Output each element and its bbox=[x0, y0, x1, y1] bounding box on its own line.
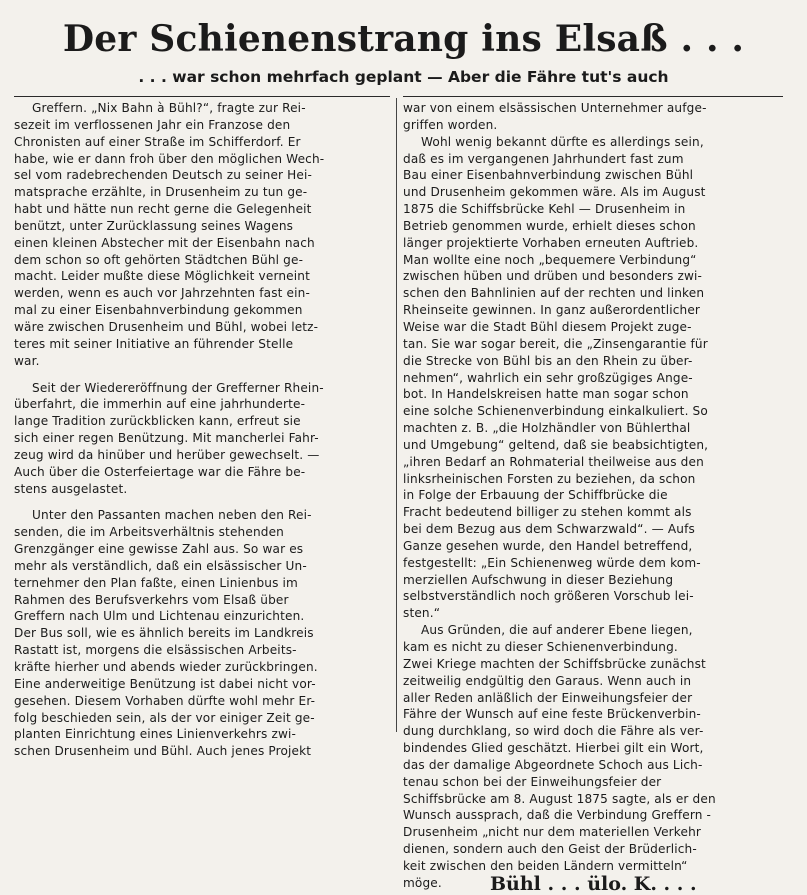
text-line: nehmen“, wahrlich ein sehr großzügiges Ange- bbox=[403, 370, 693, 385]
text-line: sich einer regen Benützung. Mit mancherlei Fahr- bbox=[14, 431, 319, 446]
text-line: tan. Sie war sogar bereit, die „Zinsengarantie für bbox=[403, 336, 708, 351]
text-line: Unter den Passanten machen neben den Rei- bbox=[32, 508, 312, 523]
text-line: Rheinseite gewinnen. In ganz außerordentlicher bbox=[403, 303, 701, 318]
text-line: möge. bbox=[403, 875, 442, 890]
right-column-rule bbox=[403, 96, 783, 97]
text-line: „ihren Bedarf an Rohmaterial theilweise aus den bbox=[403, 454, 704, 469]
text-line: eine solche Schienenverbindung einkalkuliert. So bbox=[403, 404, 708, 419]
text-line: Seit der Wiedereröffnung der Grefferner Rhein- bbox=[32, 380, 324, 395]
text-line: Chronisten auf einer Straße im Schifferdorf. Er bbox=[14, 134, 301, 149]
paragraph bbox=[14, 507, 390, 760]
text-line: folg beschieden sein, als der vor einiger Zeit ge- bbox=[14, 710, 315, 725]
text-line: Wohl wenig bekannt dürfte es allerdings sein, bbox=[421, 134, 704, 149]
text-line: Schiffsbrücke am 8. August 1875 sagte, als er den bbox=[403, 791, 716, 806]
text-line: festgestellt: „Ein Schienenweg würde dem kom- bbox=[403, 555, 701, 570]
text-line: bot. In Handelskreisen hatte man sogar schon bbox=[403, 387, 689, 402]
text-line: Zwei Kriege machten der Schiffsbrücke zunächst bbox=[403, 656, 706, 671]
text-line: länger projektierte Vorhaben erneuten Auftrieb. bbox=[403, 235, 699, 250]
text-line: habt und hätte nun recht gerne die Gelegenheit bbox=[14, 202, 312, 217]
text-line: macht. Leider mußte diese Möglichkeit verneint bbox=[14, 269, 310, 284]
text-line: Greffern nach Ulm und Lichtenau einzurichten. bbox=[14, 609, 305, 624]
text-line: Rahmen des Berufsverkehrs vom Elsaß über bbox=[14, 592, 289, 607]
text-line: kam es nicht zu dieser Schienenverbindung. bbox=[403, 640, 678, 654]
text-line: Greffern. „Nix Bahn à Bühl?“, fragte zur Rei- bbox=[32, 101, 306, 115]
text-line: Betrieb genommen wurde, erhielt dieses schon bbox=[403, 218, 696, 233]
next-article-headline-fragment: Bühl . . . ülo. K. . . . bbox=[490, 873, 697, 895]
text-line: griffen worden. bbox=[403, 117, 498, 132]
text-line: benützt, unter Zurücklassung seines Wagens bbox=[14, 218, 294, 233]
text-line: Ganze gesehen wurde, den Handel betreffend, bbox=[403, 538, 693, 553]
text-line: mehr als verständlich, daß ein elsässischer Un- bbox=[14, 558, 307, 573]
text-line: Grenzgänger eine gewisse Zahl aus. So war es bbox=[14, 542, 304, 557]
left-column bbox=[14, 100, 390, 760]
paragraph bbox=[14, 380, 390, 498]
text-line: planten Einrichtung eines Linienverkehrs zwi- bbox=[14, 727, 297, 742]
text-line: zwischen hüben und drüben und besonders zwi- bbox=[403, 269, 703, 284]
column-divider bbox=[396, 98, 397, 732]
text-line: Wunsch aussprach, daß die Verbindung Greffern - bbox=[403, 808, 712, 823]
text-line: Fähre der Wunsch auf eine feste Brückenverbin- bbox=[403, 707, 701, 722]
text-line: zeitweilig endgültig den Garaus. Wenn auch in bbox=[403, 673, 692, 688]
text-line: aller Reden anläßlich der Einweihungsfeier der bbox=[403, 690, 693, 705]
text-line: 1875 die Schiffsbrücke Kehl — Drusenheim in bbox=[403, 202, 686, 217]
text-line: überfahrt, die immerhin auf eine jahrhunderte- bbox=[14, 397, 306, 412]
text-line: werden, wenn es auch vor Jahrzehnten fast ein- bbox=[14, 286, 310, 301]
text-line: bindendes Glied geschätzt. Hierbei gilt ein Wort, bbox=[403, 741, 704, 756]
text-line: sezeit im verflossenen Jahr ein Franzose den bbox=[14, 117, 291, 132]
text-line: Rastatt ist, morgens die elsässischen Arbeits- bbox=[14, 643, 297, 658]
text-line: Drusenheim „nicht nur dem materiellen Verkehr bbox=[403, 825, 702, 840]
text-line: Bau einer Eisenbahnverbindung zwischen Bühl bbox=[403, 168, 694, 183]
text-line: Man wollte eine noch „bequemere Verbindung“ bbox=[403, 252, 697, 267]
text-line: Aus Gründen, die auf anderer Ebene liegen, bbox=[421, 623, 693, 638]
left-column-rule bbox=[14, 96, 390, 97]
paragraph bbox=[403, 622, 783, 895]
text-line: sten.“ bbox=[403, 606, 441, 621]
text-line: senden, die im Arbeitsverhältnis stehenden bbox=[14, 525, 284, 540]
text-line: die Strecke von Bühl bis an den Rhein zu über- bbox=[403, 353, 693, 368]
text-line: war von einem elsässischen Unternehmer aufge- bbox=[403, 101, 707, 115]
text-line: matsprache erzählte, in Drusenheim zu tun ge- bbox=[14, 185, 308, 200]
text-line: selbstverständlich noch größeren Vorschub lei- bbox=[403, 589, 694, 604]
right-column bbox=[403, 100, 783, 895]
text-line: bei dem Bezug aus dem Schwarzwald“. — Aufs bbox=[403, 522, 695, 537]
text-line: lange Tradition zurückblicken kann, erfreut sie bbox=[14, 414, 301, 429]
text-line: merziellen Aufschwung in dieser Beziehung bbox=[403, 572, 674, 587]
text-line: linksrheinischen Forsten zu beziehen, da schon bbox=[403, 471, 696, 486]
text-line: stens ausgelastet. bbox=[14, 481, 128, 496]
text-line: dung durchklang, so wird doch die Fähre als ver- bbox=[403, 724, 704, 739]
text-line: tenau schon bei der Einweihungsfeier der bbox=[403, 774, 662, 789]
paragraph bbox=[403, 100, 783, 134]
text-line: ternehmer den Plan faßte, einen Linienbus im bbox=[14, 575, 298, 590]
text-line: habe, wie er dann froh über den möglichen Wech- bbox=[14, 151, 325, 166]
text-line: mal zu einer Eisenbahnverbindung gekommen bbox=[14, 303, 303, 318]
text-line: machten z. B. „die Holzhändler von Bühlerthal bbox=[403, 421, 691, 436]
text-line: Weise war die Stadt Bühl diesem Projekt zuge- bbox=[403, 319, 692, 334]
text-line: Eine anderweitige Benützung ist dabei nicht vor- bbox=[14, 676, 316, 691]
text-line: schen den Bahnlinien auf der rechten und linken bbox=[403, 286, 705, 301]
text-line: und Drusenheim gekommen wäre. Als im August bbox=[403, 185, 706, 200]
text-line: sel vom radebrechenden Deutsch zu seiner Hei- bbox=[14, 168, 313, 183]
paragraph bbox=[14, 100, 390, 370]
text-line: war. bbox=[14, 353, 40, 368]
text-line: daß es im vergangenen Jahrhundert fast zum bbox=[403, 151, 684, 166]
text-line: gesehen. Diesem Vorhaben dürfte wohl mehr Er- bbox=[14, 693, 316, 708]
text-line: zeug wird da hinüber und herüber gewechselt. — bbox=[14, 447, 320, 462]
text-line: und Umgebung“ geltend, daß sie beabsichtigten, bbox=[403, 437, 709, 452]
article-headline: Der Schienenstrang ins Elsaß . . . bbox=[62, 18, 745, 60]
text-line: in Folge der Erbauung der Schiffbrücke die bbox=[403, 488, 668, 503]
text-line: das der damalige Abgeordnete Schoch aus Lich- bbox=[403, 757, 703, 772]
text-line: dem schon so oft gehörten Städtchen Bühl ge- bbox=[14, 252, 304, 267]
text-line: teres mit seiner Initiative an führender Stelle bbox=[14, 336, 294, 351]
text-line: schen Drusenheim und Bühl. Auch jenes Projekt bbox=[14, 744, 312, 759]
text-line: wäre zwischen Drusenheim und Bühl, wobei letz- bbox=[14, 319, 319, 334]
text-line: Fracht bedeutend billiger zu stehen kommt als bbox=[403, 505, 692, 520]
paragraph bbox=[403, 134, 783, 622]
article-subheadline: . . . war schon mehrfach geplant — Aber die Fähre tut's auch bbox=[138, 68, 669, 86]
text-line: einen kleinen Abstecher mit der Eisenbahn nach bbox=[14, 235, 315, 250]
text-line: kräfte hierher und abends wieder zurückbringen. bbox=[14, 660, 318, 674]
text-line: dienen, sondern auch den Geist der Brüderlich- bbox=[403, 842, 697, 857]
text-line: Auch über die Osterfeiertage war die Fähre be- bbox=[14, 464, 306, 479]
text-line: keit zwischen den beiden Ländern vermitteln“ bbox=[403, 858, 688, 873]
text-line: Der Bus soll, wie es ähnlich bereits im Landkreis bbox=[14, 626, 314, 641]
